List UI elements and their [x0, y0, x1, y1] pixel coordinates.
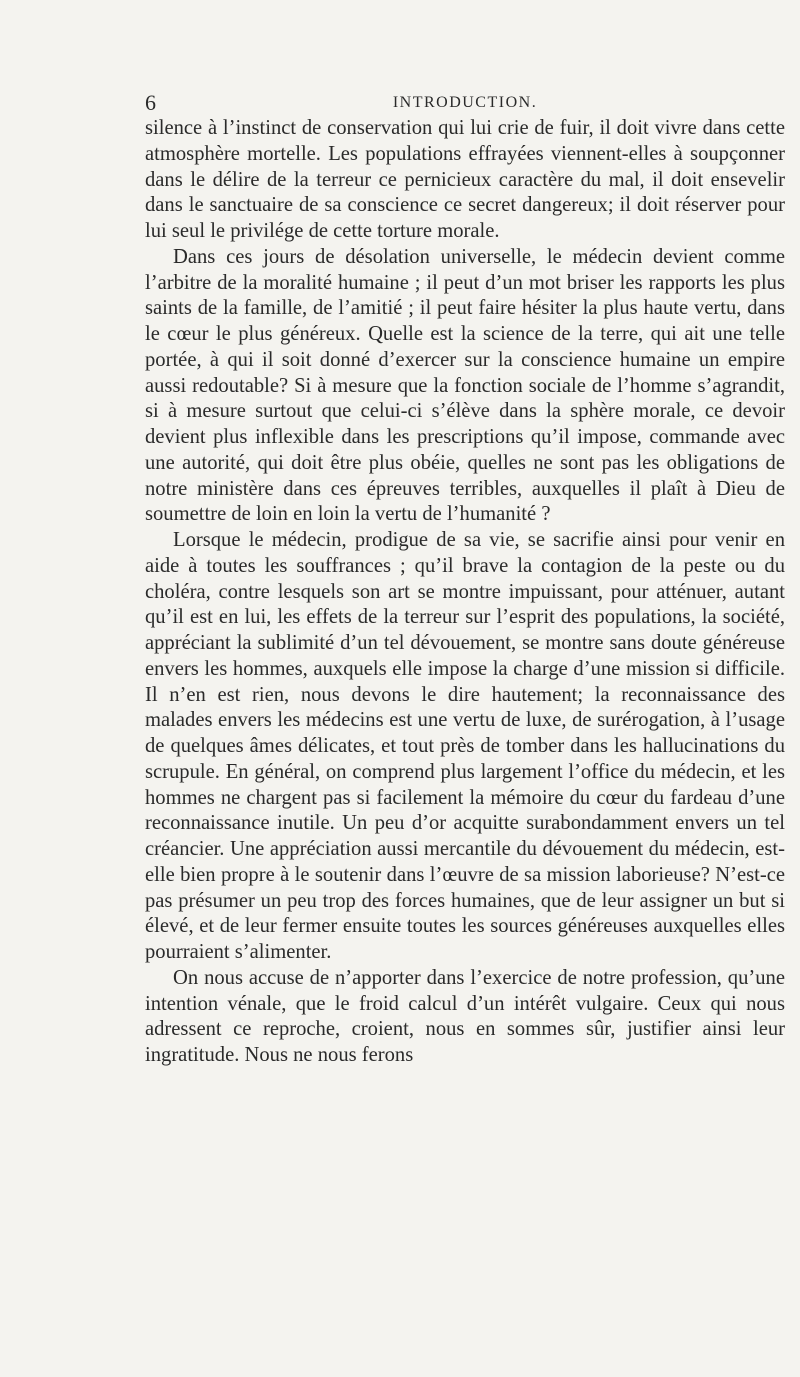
- page-number: 6: [145, 90, 156, 115]
- paragraph-3: Lorsque le médecin, prodigue de sa vie, se sacrifie ainsi pour venir en aide à toutes les souffrances ; qu’il brave la contagion de la peste ou du choléra, contre lesquels son art se montre impuissant, pour atténuer, autant qu’il est en lui, les effets de la terreur sur l’esprit des populations, la société, appréciant la sublimité d’un tel dévouement, se montre sans doute généreuse envers les hommes, auxquels elle impose la charge d’une mission si difficile. Il n’en est rien, nous devons le dire hautement; la reconnaissance des malades envers les médecins est une vertu de luxe, de surérogation, à l’usage de quelques âmes délicates, et tout près de tomber dans les hallucinations du scrupule. En général, on comprend plus largement l’office du médecin, et les hommes ne chargent pas si facilement la mémoire du cœur du fardeau d’une reconnaissance inutile. Un peu d’or acquitte surabondamment envers un tel créancier. Une appréciation aussi mercantile du dévouement du médecin, est-elle bien propre à le soutenir dans l’œuvre de sa mission laborieuse? N’est-ce pas présumer un peu trop des forces humaines, que de leur assigner un but si élevé, et de leur fermer ensuite toutes les sources généreuses auxquelles elles pourraient s’alimenter.: [145, 529, 785, 963]
- paragraph-1: silence à l’instinct de conservation qui lui crie de fuir, il doit vivre dans cette atmosphère mortelle. Les populations effrayées viennent-elles à soupçonner dans le délire de la terreur ce pernicieux caractère du mal, il doit ensevelir dans le sanctuaire de sa conscience ce secret dangereux; il doit réserver pour lui seul le privilége de cette torture morale.: [145, 117, 785, 242]
- running-title: INTRODUCTION.: [392, 94, 538, 111]
- paragraph-4: On nous accuse de n’apporter dans l’exercice de notre profession, qu’une intention vénale, que le froid calcul d’un intérêt vulgaire. Ceux qui nous adressent ce reproche, croient, nous en sommes sûr, justifier ainsi leur ingratitude. Nous ne nous ferons: [145, 966, 785, 1066]
- body-text: [145, 116, 785, 1069]
- page-header: [145, 90, 785, 114]
- paragraph-2: Dans ces jours de désolation universelle, le médecin devient comme l’arbitre de la moralité humaine ; il peut d’un mot briser les rapports les plus saints de la famille, de l’amitié ; il peut faire hésiter la plus haute vertu, dans le cœur le plus généreux. Quelle est la science de la terre, qui ait une telle portée, à qui il soit donné d’exercer sur la conscience humaine un empire aussi redoutable? Si à mesure que la fonction sociale de l’homme s’agrandit, si à mesure surtout que celui-ci s’élève dans la sphère morale, ce devoir devient plus inflexible dans les prescriptions qu’il impose, commande avec une autorité, qui doit être plus obéie, quelles ne sont pas les obligations de notre ministère dans ces épreuves terribles, auxquelles il plaît à Dieu de soumettre de loin en loin la vertu de l’humanité ?: [145, 245, 785, 526]
